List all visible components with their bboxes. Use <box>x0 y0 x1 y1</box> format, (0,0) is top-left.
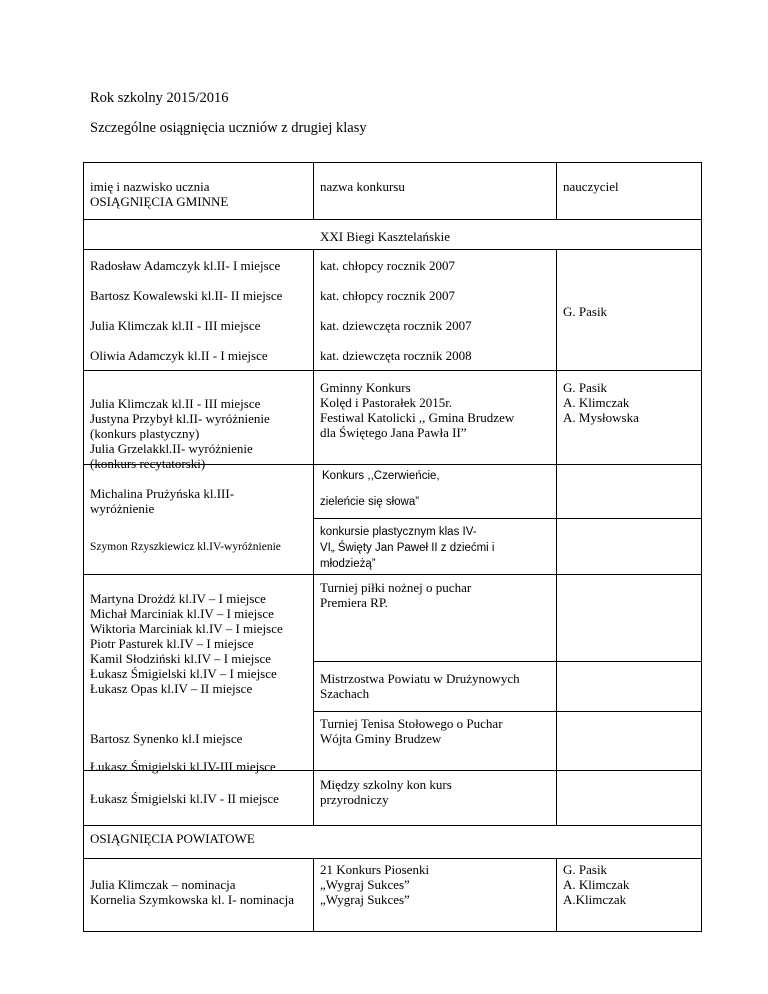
biegi-student: Julia Klimczak kl.II - III miejsce <box>90 318 261 333</box>
tenis-contest: Wójta Gminy Brudzew <box>320 731 442 746</box>
koledy-student: (konkurs recytatorski) <box>90 456 206 471</box>
chess-contest: Szachach <box>320 686 370 701</box>
koledy-contest: Gminny Konkurs <box>320 380 411 395</box>
piosenki-contest: „Wygraj Sukces” <box>320 892 410 907</box>
pilka-student: Wiktoria Marciniak kl.IV – I miejsce <box>90 621 283 636</box>
plastyczny-contest: VI„ Święty Jan Paweł II z dziećmi i <box>320 542 495 554</box>
pilka-student: Piotr Pasturek kl.IV – I miejsce <box>90 636 254 651</box>
piosenki-teacher: A.Klimczak <box>563 892 627 907</box>
section-powiatowe: OSIĄGNIĘCIA POWIATOWE <box>90 831 255 846</box>
pilka-student: Kamil Słodziński kl.IV – I miejsce <box>90 651 272 666</box>
czerwiencie-contest: zieleńcie się słowa” <box>320 496 420 508</box>
biegi-student: Oliwia Adamczyk kl.II - I miejsce <box>90 348 268 363</box>
koledy-student: Julia Klimczak kl.II - III miejsce <box>90 396 261 411</box>
koledy-contest: dla Świętego Jana Pawła II” <box>320 425 467 440</box>
pilka-student: Martyna Drożdż kl.IV – I miejsce <box>90 591 266 606</box>
koledy-student: Justyna Przybył kl.II- wyróżnienie <box>90 411 270 426</box>
piosenki-student: Kornelia Szymkowska kl. I- nominacja <box>90 892 294 907</box>
pilka-student: Michał Marciniak kl.IV – I miejsce <box>90 606 274 621</box>
pilka-student: Łukasz Opas kl.IV – II miejsce <box>90 681 253 696</box>
tenis-student: Bartosz Synenko kl.I miejsce <box>90 731 243 746</box>
przyrodniczy-student: Łukasz Śmigielski kl.IV - II miejsce <box>90 791 279 806</box>
biegi-student: Bartosz Kowalewski kl.II- II miejsce <box>90 288 283 303</box>
koledy-student: (konkurs plastyczny) <box>90 426 200 441</box>
tenis-contest: Turniej Tenisa Stołowego o Puchar <box>320 716 503 731</box>
biegi-title: XXI Biegi Kasztelańskie <box>320 229 450 244</box>
plastyczny-contest: konkursie plastycznym klas IV- <box>320 526 477 538</box>
przyrodniczy-contest: przyrodniczy <box>320 792 389 807</box>
plastyczny-student: Szymon Rzyszkiewicz kl.IV-wyróżnienie <box>90 541 281 553</box>
czerwiencie-student: wyróżnienie <box>90 501 155 516</box>
koledy-teacher: A. Mysłowska <box>563 410 639 425</box>
czerwiencie-contest: Konkurs ,,Czerwieńcie, <box>322 470 440 482</box>
page-subtitle: Szczególne osiągnięcia uczniów z drugiej klasy <box>90 120 367 136</box>
przyrodniczy-contest: Między szkolny kon kurs <box>320 777 452 792</box>
koledy-teacher: G. Pasik <box>563 380 608 395</box>
chess-contest: Mistrzostwa Powiatu w Drużynowych <box>320 671 520 686</box>
czerwiencie-student: Michalina Prużyńska kl.III- <box>90 486 235 501</box>
koledy-student: Julia Grzelakkl.II- wyróżnienie <box>90 441 253 456</box>
biegi-student: Radosław Adamczyk kl.II- I miejsce <box>90 258 281 273</box>
piosenki-student: Julia Klimczak – nominacja <box>90 877 236 892</box>
piosenki-teacher: G. Pasik <box>563 862 608 877</box>
pilka-student: Łukasz Śmigielski kl.IV – I miejsce <box>90 666 277 681</box>
school-year-heading: Rok szkolny 2015/2016 <box>90 90 229 106</box>
koledy-contest: Kolęd i Pastorałek 2015r. <box>320 395 453 410</box>
pilka-contest: Premiera RP. <box>320 595 388 610</box>
piosenki-contest-title: 21 Konkurs Piosenki <box>320 862 430 877</box>
header-teacher: nauczyciel <box>563 179 619 194</box>
tenis-student: Łukasz Śmigielski kl.IV-III miejsce <box>90 759 276 774</box>
biegi-contest: kat. chłopcy rocznik 2007 <box>320 288 456 303</box>
biegi-contest: kat. dziewczęta rocznik 2007 <box>320 318 472 333</box>
plastyczny-contest: młodzieżą” <box>320 558 376 570</box>
biegi-contest: kat. chłopcy rocznik 2007 <box>320 258 456 273</box>
biegi-teacher: G. Pasik <box>563 304 608 319</box>
header-student: imię i nazwisko ucznia <box>90 179 210 194</box>
pilka-contest: Turniej piłki nożnej o puchar <box>320 580 472 595</box>
section-gminne: OSIĄGNIĘCIA GMINNE <box>90 194 229 209</box>
biegi-contest: kat. dziewczęta rocznik 2008 <box>320 348 472 363</box>
koledy-teacher: A. Klimczak <box>563 395 630 410</box>
piosenki-teacher: A. Klimczak <box>563 877 630 892</box>
header-contest: nazwa konkursu <box>320 179 405 194</box>
koledy-contest: Festiwal Katolicki ,, Gmina Brudzew <box>320 410 515 425</box>
piosenki-contest: „Wygraj Sukces” <box>320 877 410 892</box>
